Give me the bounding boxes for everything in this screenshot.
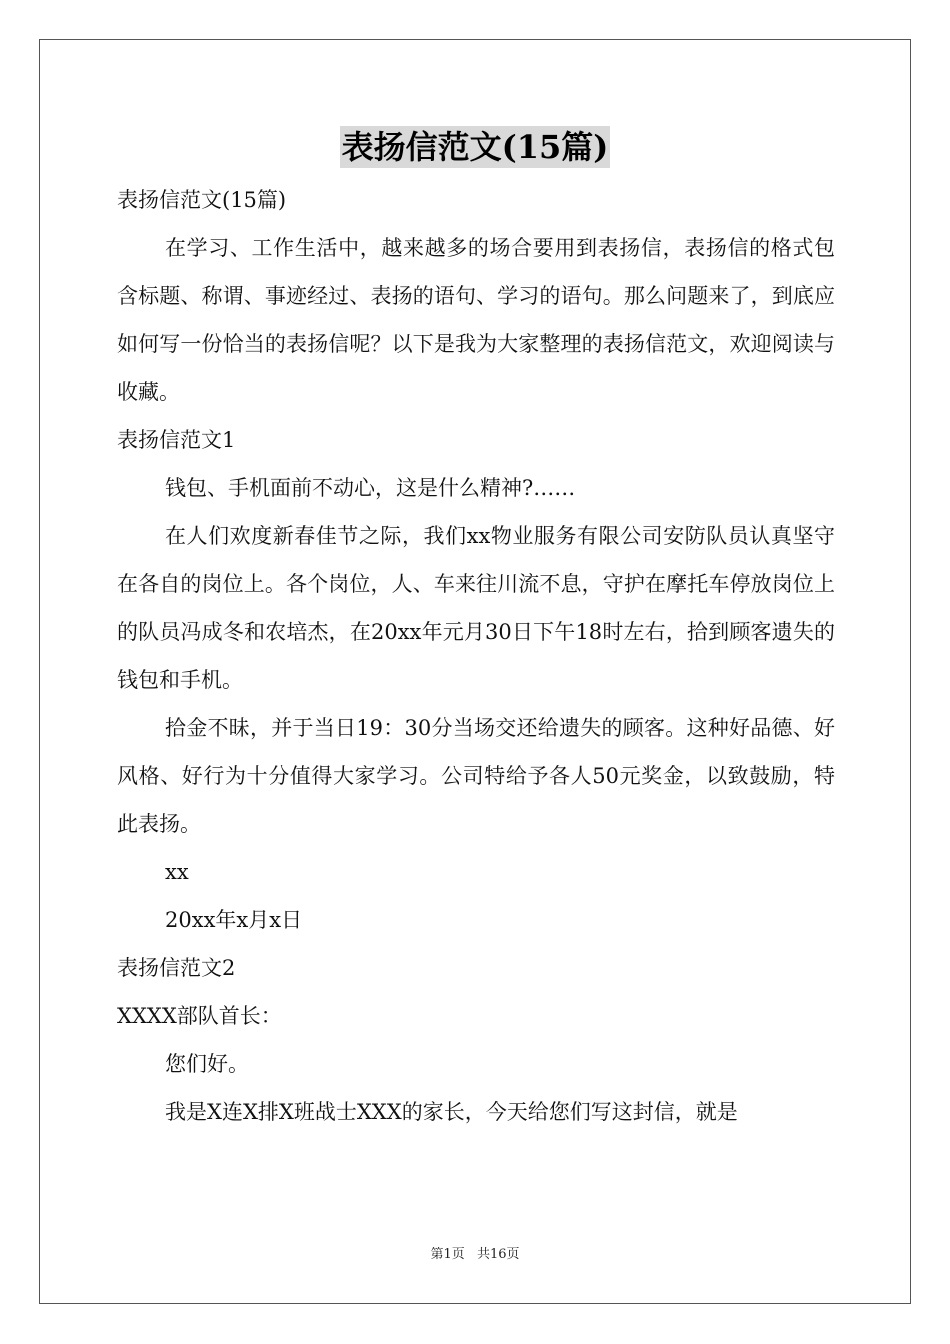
document-title: 表扬信范文(15篇) bbox=[341, 128, 609, 166]
salutation: XXXX部队首长： bbox=[117, 1004, 282, 1028]
title-container bbox=[0, 126, 950, 168]
signature: xx bbox=[165, 860, 189, 884]
page-footer bbox=[0, 1246, 950, 1264]
paragraph: 钱包、手机面前不动心，这是什么精神?…… bbox=[165, 476, 576, 500]
paragraph: 拾金不昧，并于当日19：30分当场交还给遗失的顾客。这种好品德、好风格、好行为十分值得大家学习。公司特给予各人50元奖金，以致鼓励，特此表扬。 bbox=[117, 716, 835, 836]
date-line: 20xx年x月x日 bbox=[165, 908, 303, 932]
paragraph: 您们好。 bbox=[165, 1052, 249, 1076]
section-heading: 表扬信范文1 bbox=[117, 428, 236, 452]
paragraph: 表扬信范文(15篇) bbox=[117, 188, 287, 212]
paragraph: 在人们欢度新春佳节之际，我们xx物业服务有限公司安防队员认真坚守在各自的岗位上。各个岗位，人、车来往川流不息，守护在摩托车停放岗位上的队员冯成冬和农培杰，在20xx年元月30日下午18时左右，拾到顾客遗失的钱包和手机。 bbox=[117, 524, 835, 692]
section-heading: 表扬信范文2 bbox=[117, 956, 236, 980]
document-body bbox=[117, 176, 835, 1136]
page-total: 共16页 bbox=[476, 1247, 520, 1262]
paragraph: 我是X连X排X班战士XXX的家长，今天给您们写这封信，就是 bbox=[165, 1100, 738, 1124]
paragraph: 在学习、工作生活中，越来越多的场合要用到表扬信，表扬信的格式包含标题、称谓、事迹经过、表扬的语句、学习的语句。那么问题来了，到底应如何写一份恰当的表扬信呢？以下是我为大家整理的表扬信范文，欢迎阅读与收藏。 bbox=[117, 236, 835, 404]
page-number: 第1页 bbox=[430, 1247, 465, 1262]
